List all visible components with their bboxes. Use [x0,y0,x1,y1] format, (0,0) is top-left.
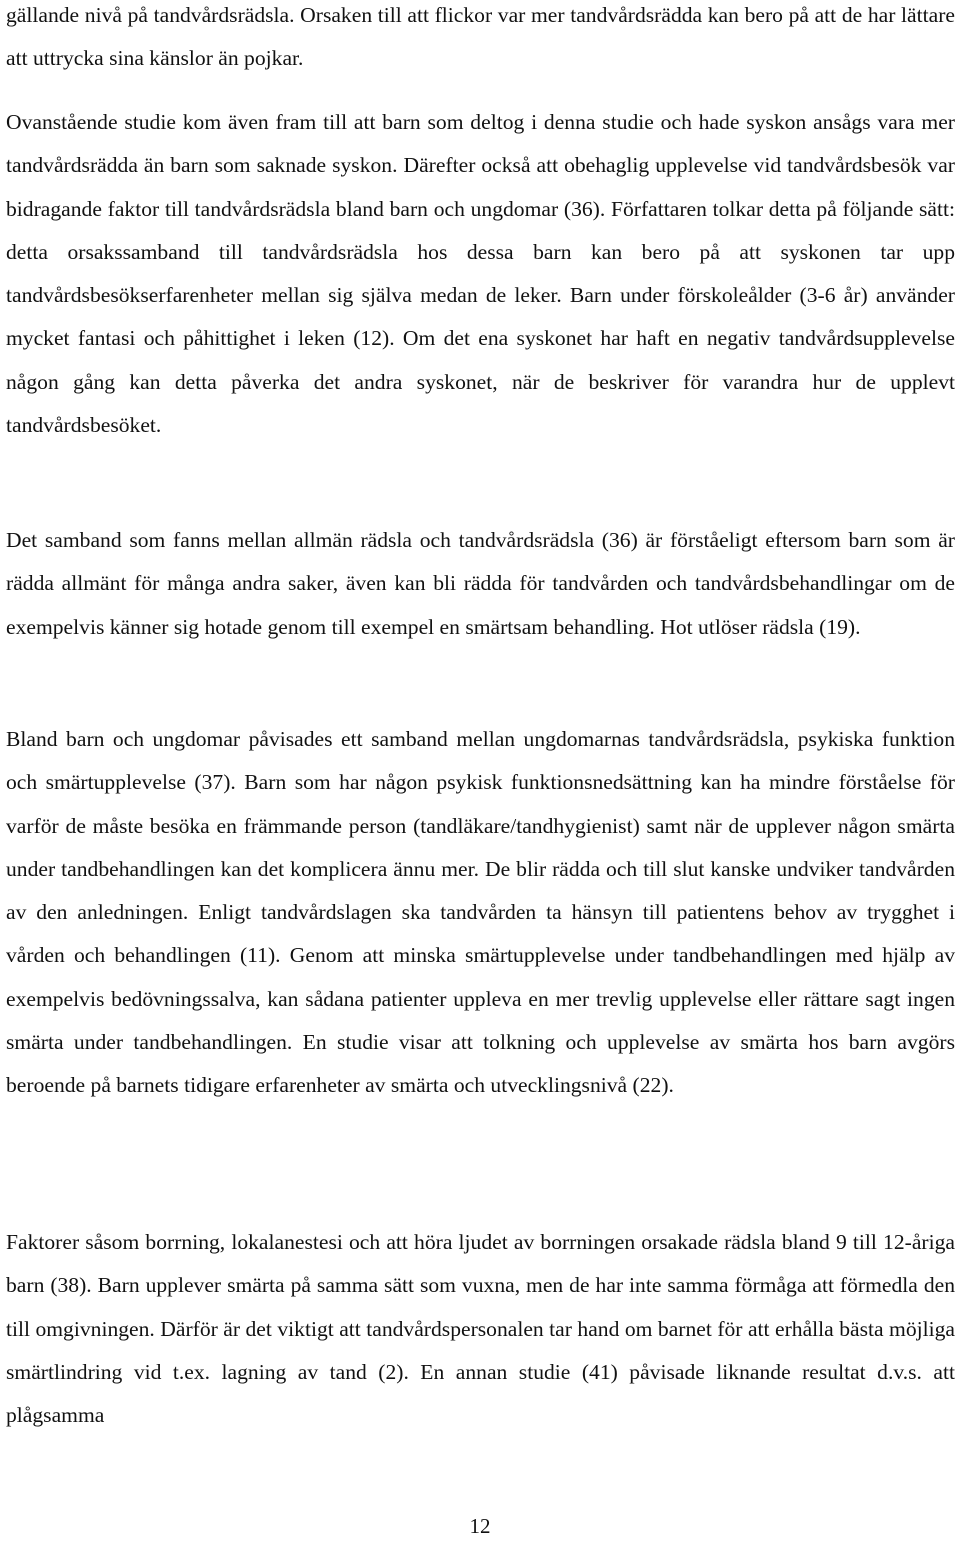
body-paragraph-3: Det samband som fanns mellan allmän rädsla och tandvårdsrädsla (36) är förståeligt eftersom barn som är rädda allmänt för många andra saker, även kan bli rädda för tandvården och tandvårdsbehandlingar om de exempelvis känner sig hotade genom till exempel en smärtsam behandling. Hot utlöser rädsla (19). [6,528,955,639]
body-paragraph-1: gällande nivå på tandvårdsrädsla. Orsaken till att flickor var mer tandvårdsrädda kan bero på att de har lättare att uttrycka sina känslor än pojkar. [6,3,955,71]
page-number: 12 [469,1514,491,1538]
body-paragraph-4: Bland barn och ungdomar påvisades ett samband mellan ungdomarnas tandvårdsrädsla, psykiska funktion och smärtupplevelse (37). Barn som har någon psykisk funktionsnedsättning kan ha mindre förståelse för varför de måste besöka en främmande person (tandläkare/tandhygienist) samt när de upplever någon smärta under tandbehandlingen kan det komplicera ännu mer. De blir rädda och till slut kanske undviker tandvården av den anledningen. Enligt tandvårdslagen ska tandvården ta hänsyn till patientens behov av trygghet i vården och behandlingen (11). Genom att minska smärtupplevelse under tandbehandlingen med hjälp av exempelvis bedövningssalva, kan sådana patienter uppleva en mer trevlig upplevelse eller rättare sagt ingen smärta under tandbehandlingen. En studie visar att tolkning och upplevelse av smärta hos barn avgörs beroende på barnets tidigare erfarenheter av smärta och utvecklingsnivå (22). [6,727,955,1098]
body-paragraph-5: Faktorer såsom borrning, lokalanestesi och att höra ljudet av borrningen orsakade rädsla bland 9 till 12-åriga barn (38). Barn upplever smärta på samma sätt som vuxna, men de har inte samma förmåga att förmedla den till omgivningen. Därför är det viktigt att tandvårdspersonalen tar hand om barnet för att erhålla bästa möjliga smärtlindring vid t.ex. lagning av tand (2). En annan studie (41) påvisade liknande resultat d.v.s. att plågsamma [6,1230,955,1428]
body-paragraph-2: Ovanstående studie kom även fram till att barn som deltog i denna studie och hade syskon ansågs vara mer tandvårdsrädda än barn som saknade syskon. Därefter också att obehaglig upplevelse vid tandvårdsbesök var bidragande faktor till tandvårdsrädsla bland barn och ungdomar (36). Författaren tolkar detta på följande sätt: detta orsakssamband till tandvårdsrädsla hos dessa barn kan bero på att syskonen tar upp tandvårdsbesökserfarenheter mellan sig själva medan de leker. Barn under förskoleålder (3-6 år) använder mycket fantasi och påhittighet i leken (12). Om det ena syskonet har haft en negativ tandvårdsupplevelse någon gång kan detta påverka det andra syskonet, när de beskriver för varandra hur de upplevt tandvårdsbesöket. [6,110,955,438]
